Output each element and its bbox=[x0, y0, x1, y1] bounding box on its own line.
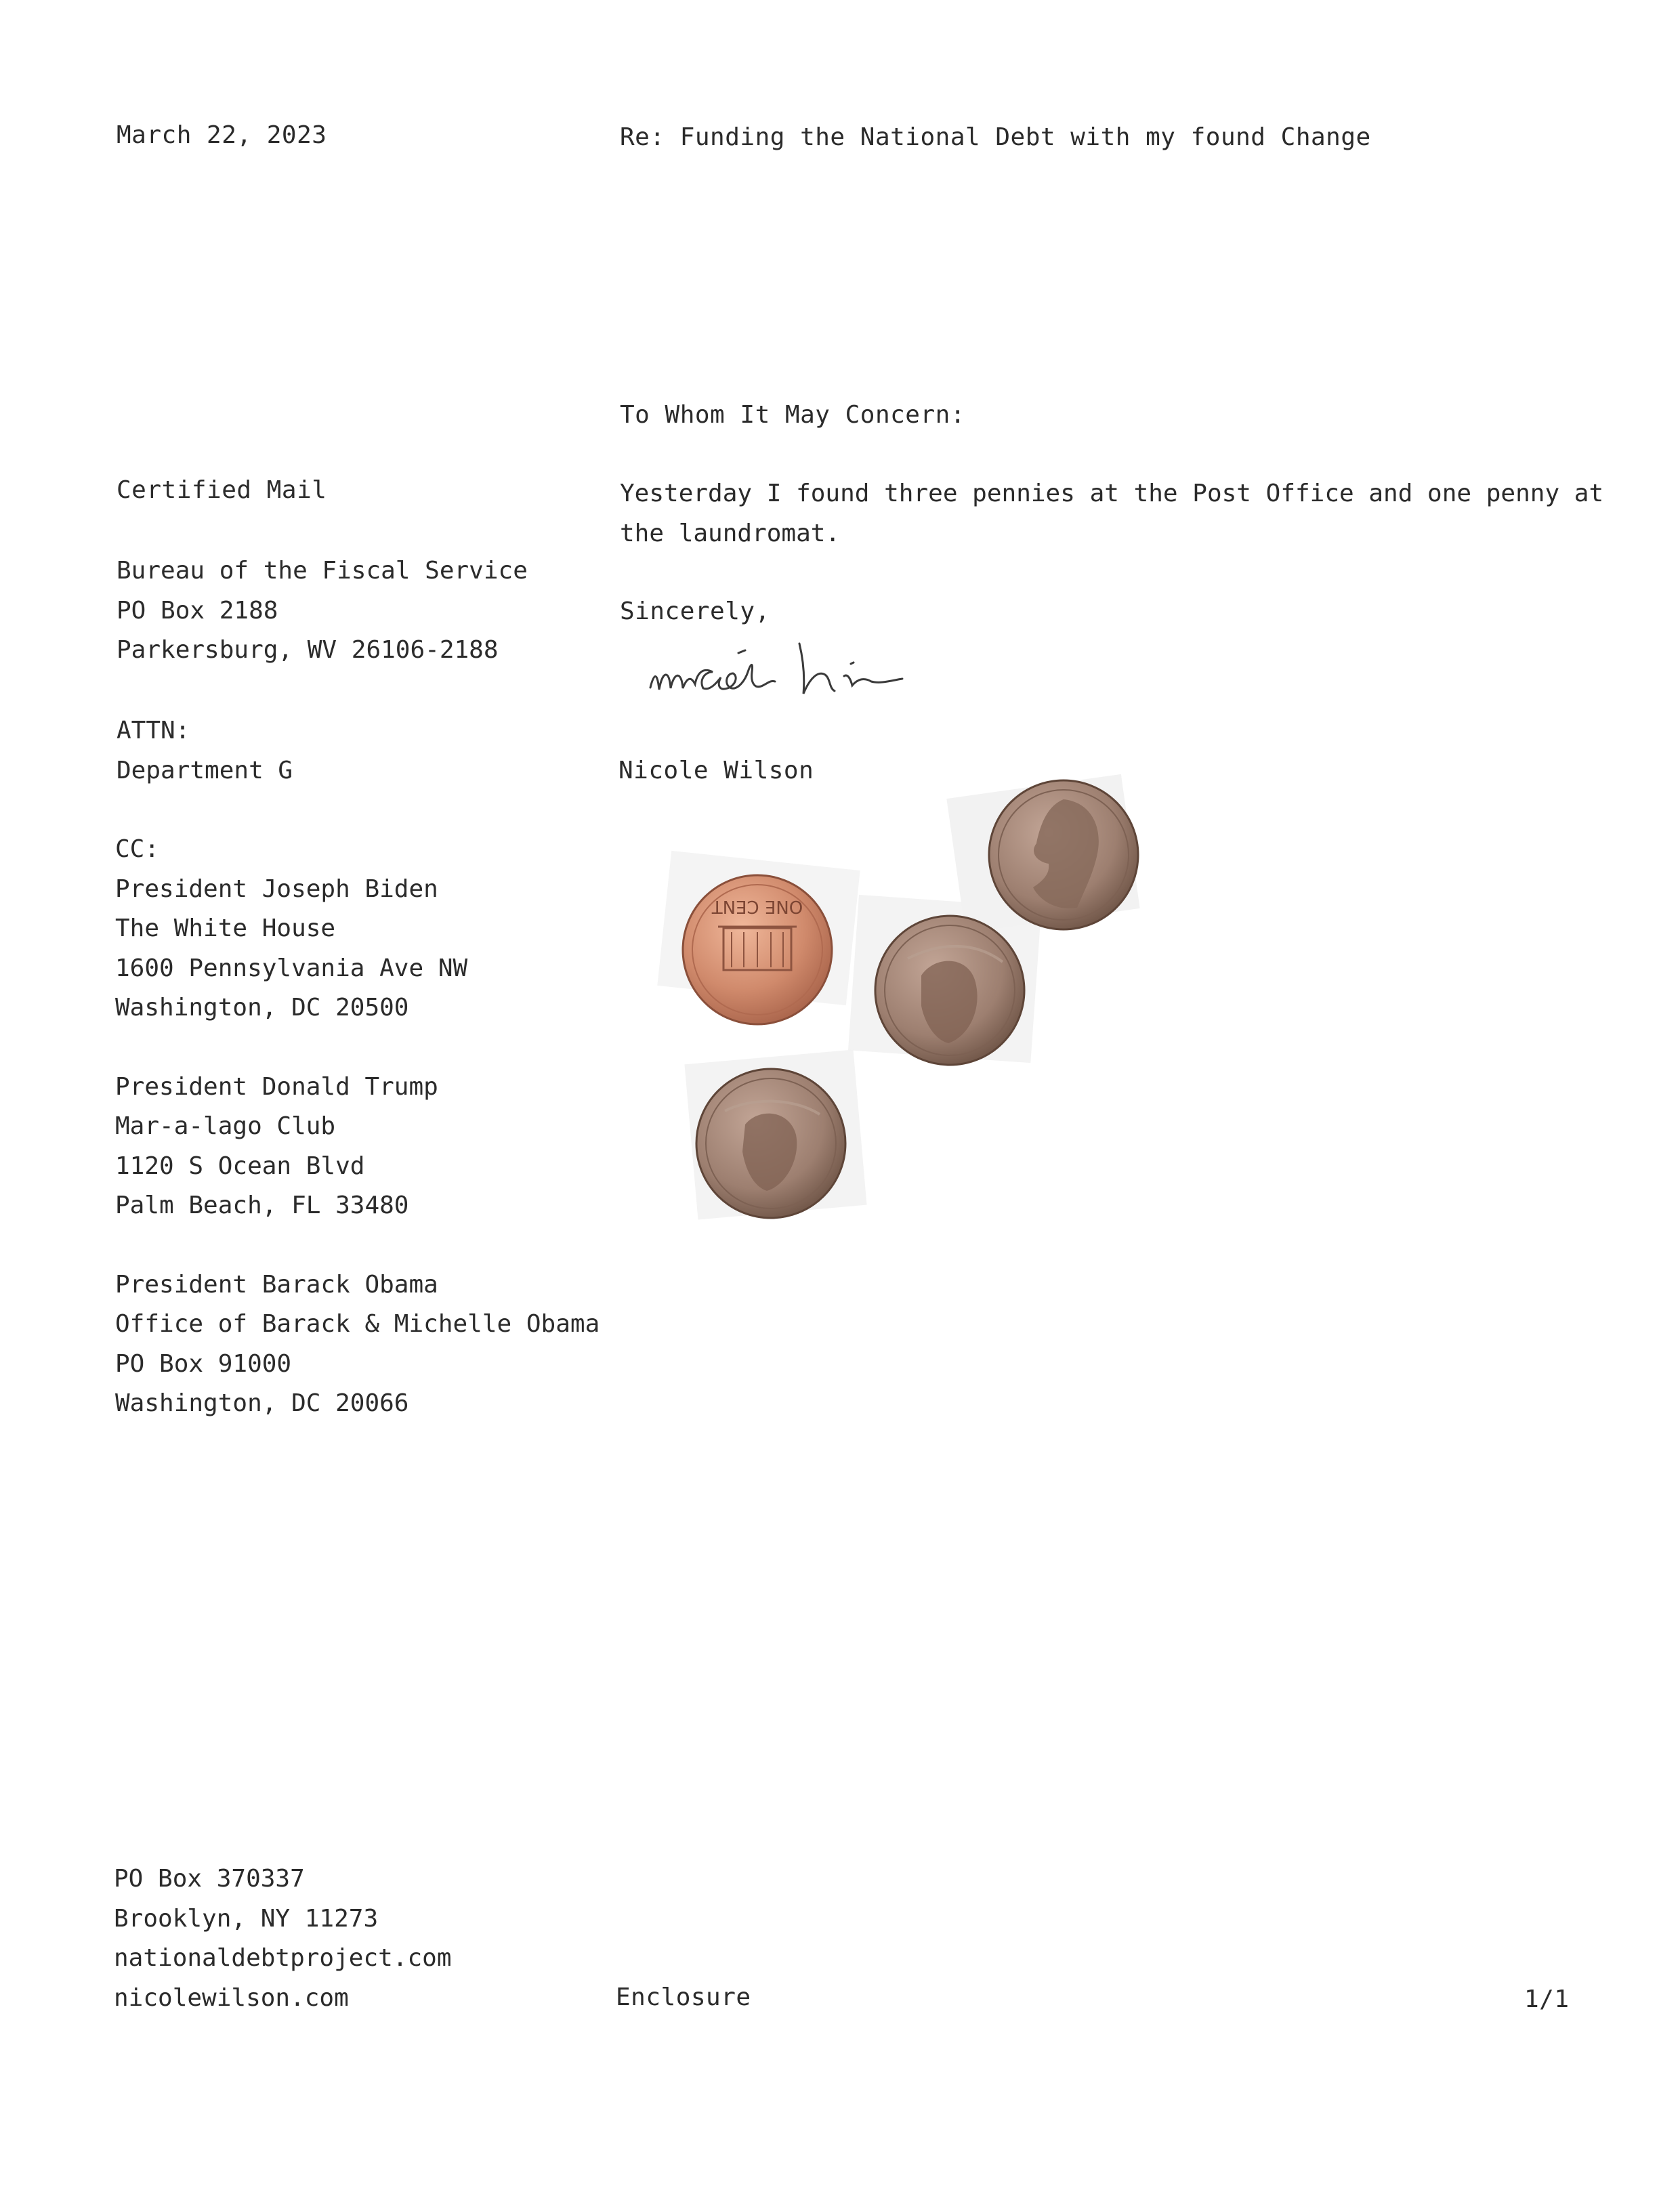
signature-scribble bbox=[637, 623, 989, 718]
delivery-method: Certified Mail bbox=[117, 476, 327, 504]
cc-line: President Joseph Biden bbox=[115, 875, 438, 903]
penny-worn-bottom bbox=[696, 1069, 845, 1218]
footer-link: nicolewilson.com bbox=[114, 1983, 349, 2012]
cc-line: The White House bbox=[115, 914, 336, 942]
penny-worn-right bbox=[989, 780, 1138, 929]
cc-line: Palm Beach, FL 33480 bbox=[115, 1192, 409, 1219]
sender-footer bbox=[114, 1859, 452, 2018]
body-line: the laundromat. bbox=[620, 519, 841, 547]
address-line: Bureau of the Fiscal Service bbox=[117, 557, 528, 585]
recipient-address bbox=[117, 551, 528, 671]
cc-line: Washington, DC 20066 bbox=[115, 1389, 409, 1417]
cc-label: CC: bbox=[115, 835, 160, 863]
address-line: Parkersburg, WV 26106-2188 bbox=[117, 636, 499, 664]
cc-line: President Barack Obama bbox=[115, 1270, 438, 1299]
cc-line: 1120 S Ocean Blvd bbox=[115, 1152, 365, 1180]
letter-subject: Re: Funding the National Debt with my found Change bbox=[620, 123, 1371, 151]
cc-line: Washington, DC 20500 bbox=[115, 994, 409, 1022]
attn-value: Department G bbox=[117, 756, 293, 784]
footer-link: nationaldebtproject.com bbox=[114, 1944, 452, 1972]
attn-label: ATTN: bbox=[117, 717, 190, 744]
penny-shiny-reverse bbox=[683, 875, 832, 1024]
penny-worn-middle bbox=[875, 916, 1024, 1065]
cc-line: Mar-a-lago Club bbox=[115, 1112, 336, 1140]
coin-top-text: ONE CENT bbox=[711, 896, 803, 917]
letter-body bbox=[620, 474, 1603, 553]
body-line: Yesterday I found three pennies at the Post Office and one penny at bbox=[620, 480, 1604, 507]
enclosure-note: Enclosure bbox=[616, 1983, 751, 2011]
footer-line: PO Box 370337 bbox=[114, 1865, 305, 1893]
salutation: To Whom It May Concern: bbox=[620, 401, 965, 429]
letter-date: March 22, 2023 bbox=[117, 121, 327, 149]
signer-name: Nicole Wilson bbox=[618, 757, 814, 784]
enclosed-pennies bbox=[650, 772, 1192, 1260]
cc-line: PO Box 91000 bbox=[115, 1349, 292, 1378]
attn-block bbox=[117, 711, 293, 791]
cc-line: Office of Barack & Michelle Obama bbox=[115, 1310, 600, 1338]
cc-block bbox=[115, 830, 600, 1424]
cc-line: President Donald Trump bbox=[115, 1072, 438, 1101]
cc-line: 1600 Pennsylvania Ave NW bbox=[115, 954, 468, 982]
page-number: 1/1 bbox=[1524, 1985, 1570, 2013]
address-line: PO Box 2188 bbox=[117, 596, 278, 625]
closing: Sincerely, bbox=[620, 597, 770, 625]
footer-line: Brooklyn, NY 11273 bbox=[114, 1904, 379, 1933]
